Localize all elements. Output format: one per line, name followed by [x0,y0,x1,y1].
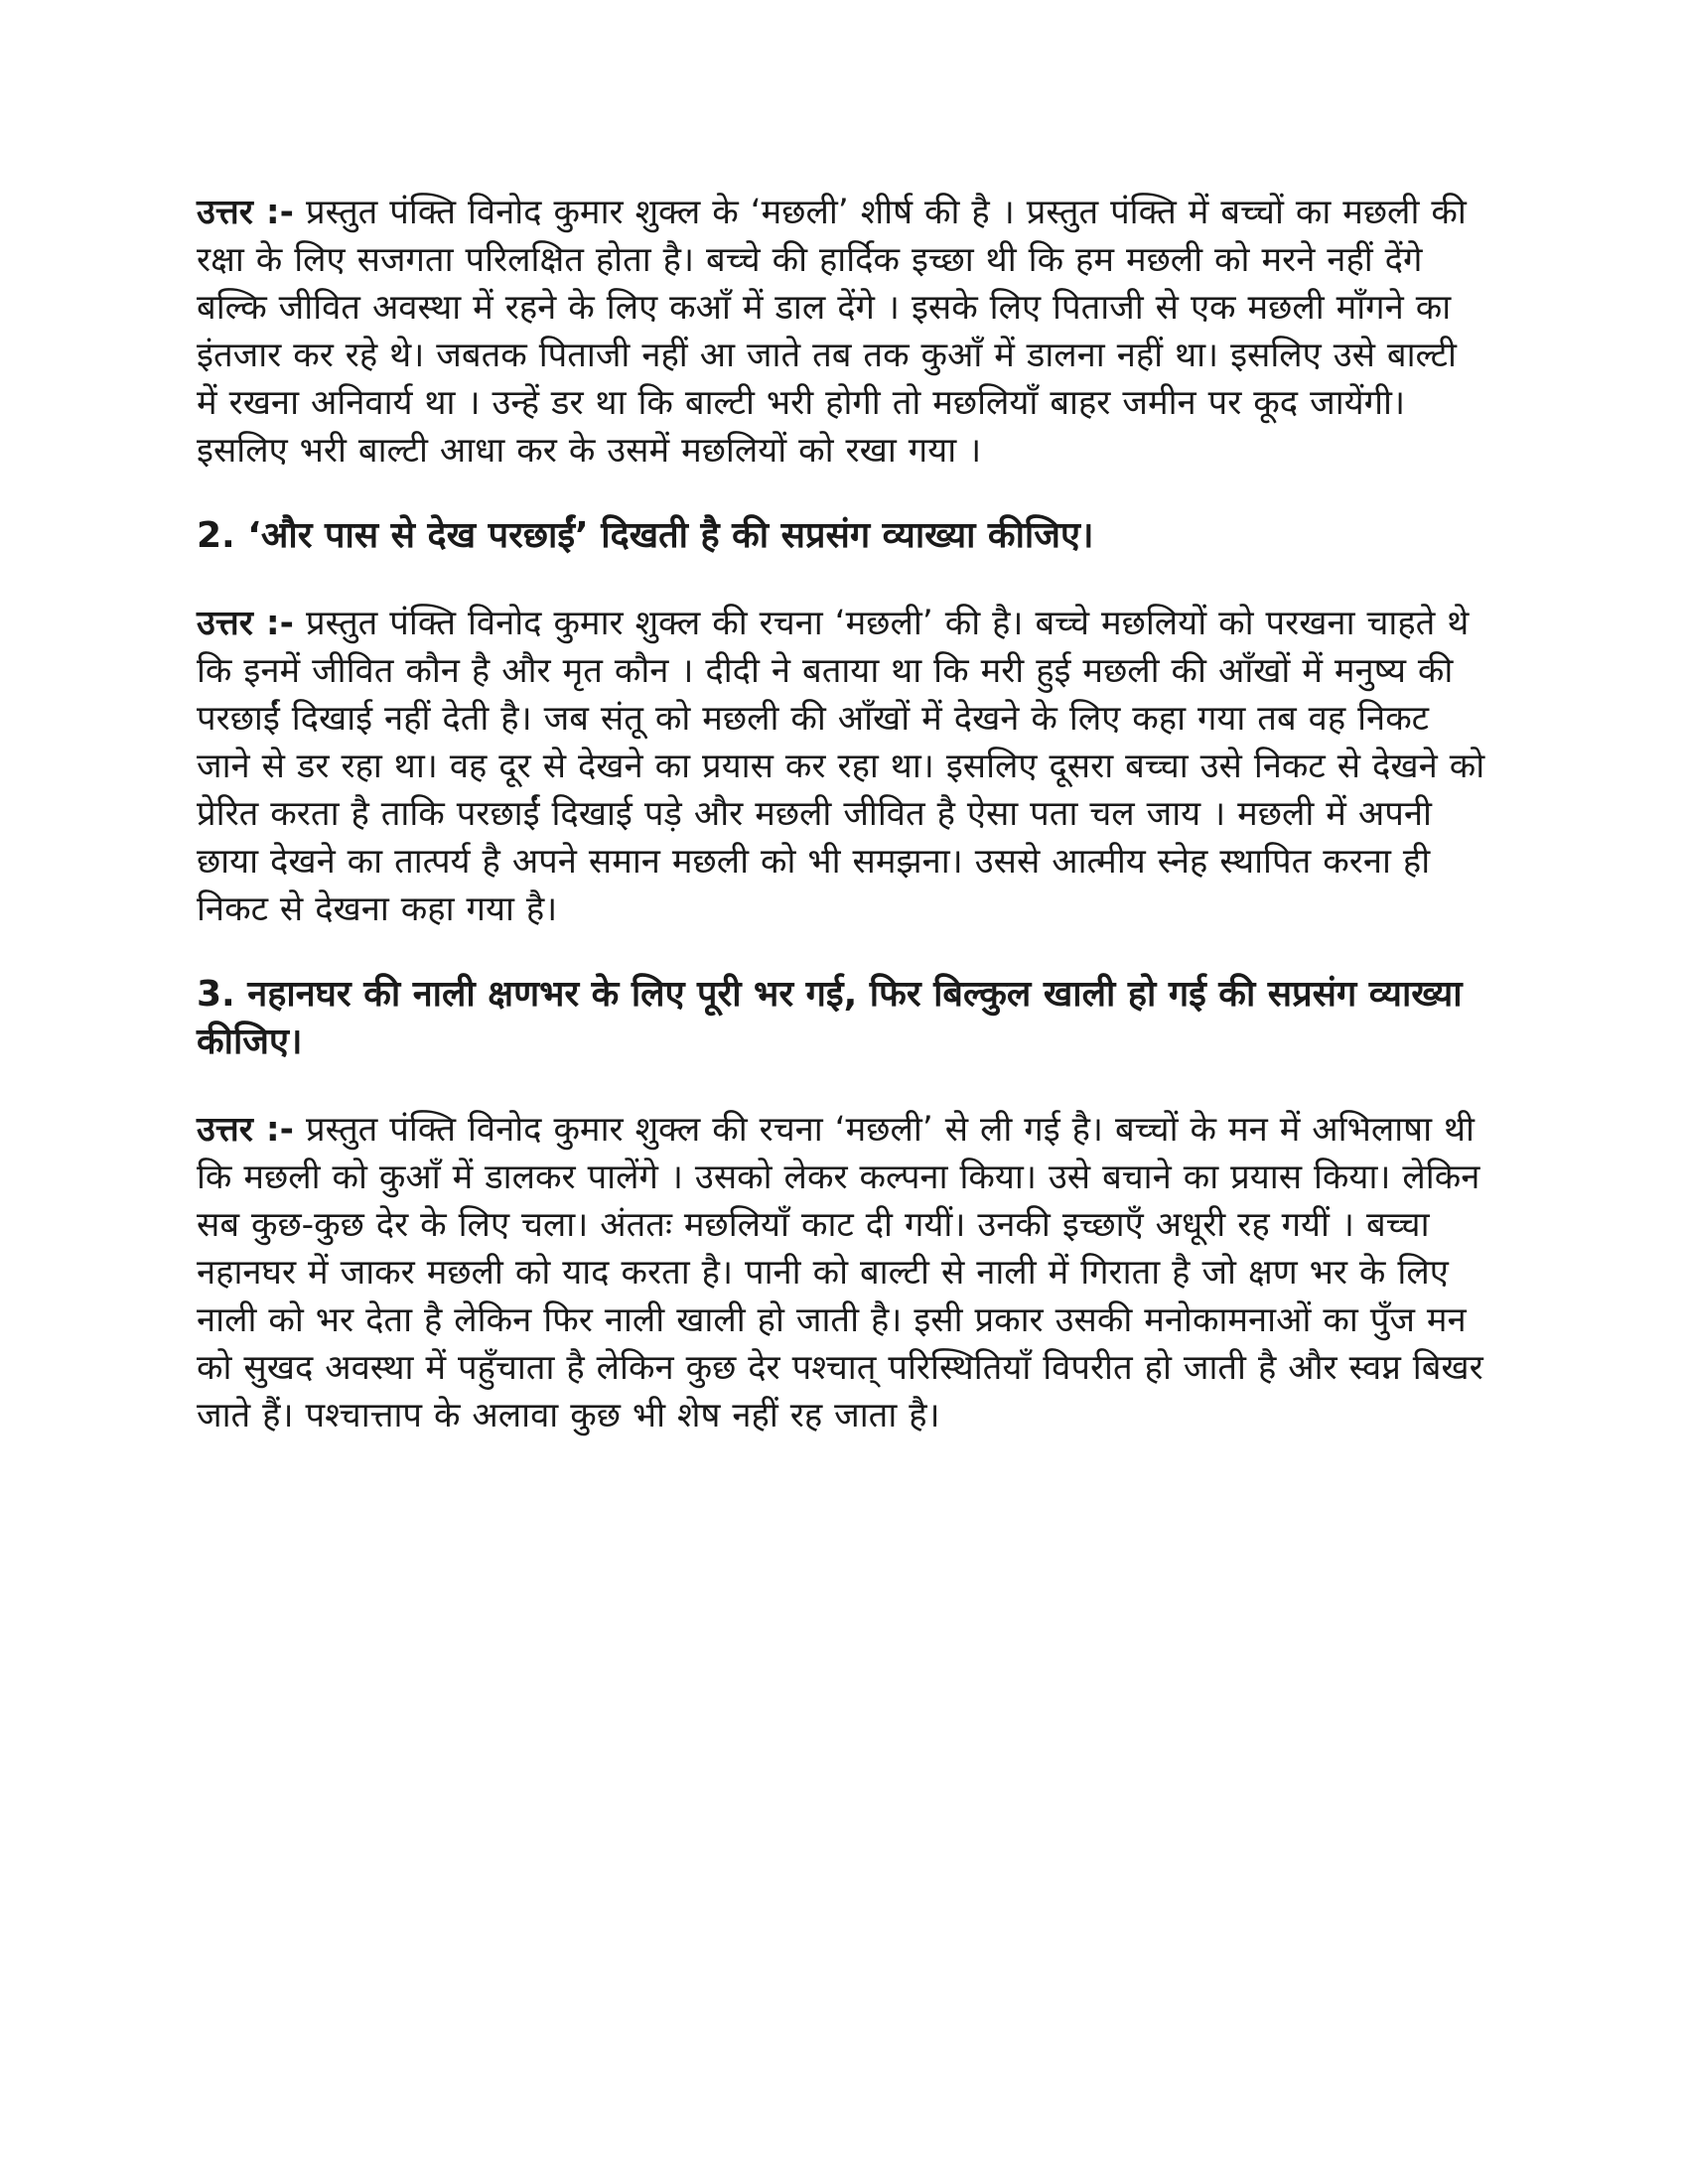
question-3-heading: 3. नहानघर की नाली क्षणभर के लिए पूरी भर गई, फिर बिल्कुल खाली हो गई की सप्रसंग व्याख्या कीजिए। [197,974,1463,1062]
answer-label: उत्तर :- [197,1110,294,1150]
answer-paragraph-2 [197,600,1487,933]
answer-label: उत्तर :- [197,193,294,232]
answer-paragraph-1 [197,189,1487,475]
document-page [197,189,1487,1439]
answer-text: प्रस्तुत पंक्ति विनोद कुमार शुक्ल की रचना ‘मछली’ से ली गई है। बच्चों के मन में अभिलाषा थी कि मछली को कुआँ में डालकर पालेंगे । उसको लेकर कल्पना किया। उसे बचाने का प्रयास किया। लेकिन सब कुछ-कुछ देर के लिए चला। अंततः मछलियाँ काट दी गयीं। उनकी इच्छाएँ अधूरी रह गयीं । बच्चा नहानघर में जाकर मछली को याद करता है। पानी को बाल्टी से नाली में गिराता है जो क्षण भर के लिए नाली को भर देता है लेकिन फिर नाली खाली हो जाती है। इसी प्रकार उसकी मनोकामनाओं का पुँज मन को सुखद अवस्था में पहुँचाता है लेकिन कुछ देर पश्चात् परिस्थितियाँ विपरीत हो जाती है और स्वप्न बिखर जाते हैं। पश्चात्ताप के अलावा कुछ भी शेष नहीं रह जाता है। [197,1110,1483,1435]
answer-paragraph-3 [197,1106,1487,1439]
question-2-heading: 2. ‘और पास से देख परछाईं’ दिखती है की सप्रसंग व्याख्या कीजिए। [197,515,1094,556]
answer-text: प्रस्तुत पंक्ति विनोद कुमार शुक्ल की रचना ‘मछली’ की है। बच्चे मछलियों को परखना चाहते थे कि इनमें जीवित कौन है और मृत कौन । दीदी ने बताया था कि मरी हुई मछली की आँखों में मनुष्य की परछाईं दिखाई नहीं देती है। जब संतू को मछली की आँखों में देखने के लिए कहा गया तब वह निकट जाने से डर रहा था। वह दूर से देखने का प्रयास कर रहा था। इसलिए दूसरा बच्चा उसे निकट से देखने को प्रेरित करता है ताकि परछाईं दिखाई पड़े और मछली जीवित है ऐसा पता चल जाय । मछली में अपनी छाया देखने का तात्पर्य है अपने समान मछली को भी समझना। उससे आत्मीय स्नेह स्थापित करना ही निकट से देखना कहा गया है। [197,604,1485,929]
answer-label: उत्तर :- [197,604,294,643]
answer-text: प्रस्तुत पंक्ति विनोद कुमार शुक्ल के ‘मछली’ शीर्ष की है । प्रस्तुत पंक्ति में बच्चों का मछली की रक्षा के लिए सजगता परिलक्षित होता है। बच्चे की हार्दिक इच्छा थी कि हम मछली को मरने नहीं देंगे बल्कि जीवित अवस्था में रहने के लिए कआँ में डाल देंगे । इसके लिए पिताजी से एक मछली माँगने का इंतजार कर रहे थे। जबतक पिताजी नहीं आ जाते तब तक कुआँ में डालना नहीं था। इसलिए उसे बाल्टी में रखना अनिवार्य था । उन्हें डर था कि बाल्टी भरी होगी तो मछलियाँ बाहर जमीन पर कूद जायेंगी। इसलिए भरी बाल्टी आधा कर के उसमें मछलियों को रखा गया । [197,193,1467,471]
